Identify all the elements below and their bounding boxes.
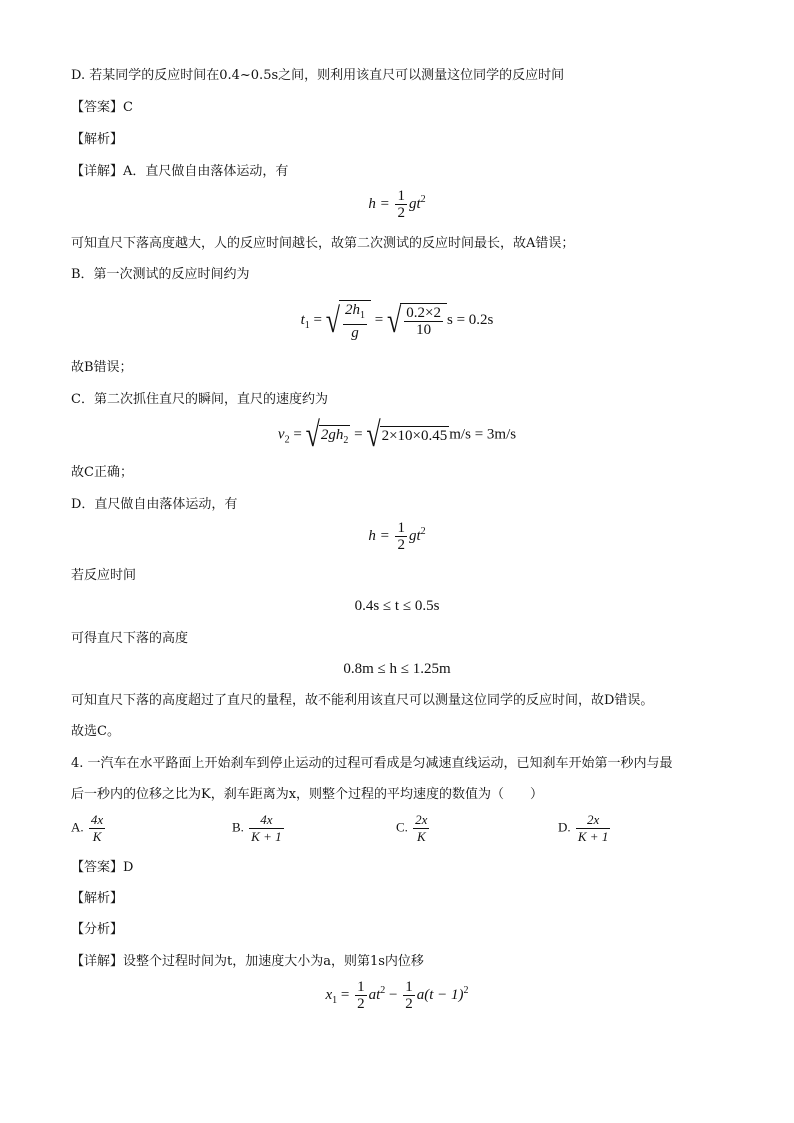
analysis-label: 【解析】 [71,132,124,147]
detail-d: D．直尺做自由落体运动，有 [71,497,238,512]
detail-b-conclusion: 故B错误； [71,360,133,375]
equation-free-fall-1: h = $\frac{1}{2}$ $gt^2$ [368,188,426,221]
detail-a-conclusion: 可知直尺下落高度越大，人的反应时间越长，故第二次测试的反应时间最长，故A错误； [71,236,575,251]
inequality-height: 0.8m ≤ h ≤ 1.25m [343,661,451,677]
inequality-time: 0.4s ≤ t ≤ 0.5s [354,598,440,614]
analysis-label-4: 【解析】 [71,891,124,906]
reasoning-label-4: 【分析】 [71,922,124,937]
detail-a: 【详解】A．直尺做自由落体运动，有 [71,164,289,179]
option-b: B. $\frac{4x}{K + 1}$ [232,812,282,844]
option-c: C. $\frac{2x}{K}$ [396,812,428,844]
answer-label: 【答案】C [71,100,133,115]
equation-free-fall-2: h = $\frac{1}{2}$ $gt^2$ [368,520,426,553]
detail-c-conclusion: 故C正确； [71,465,133,480]
answer-label-4: 【答案】D [71,860,134,875]
question-4-line-1: 4. 一汽车在水平路面上开始刹车到停止运动的过程可看成是匀减速直线运动，已知刹车开始第一秒内与最 [71,756,673,771]
detail-c: C．第二次抓住直尺的瞬间，直尺的速度约为 [71,392,328,407]
detail-d-conclusion: 可知直尺下落的高度超过了直尺的量程，故不能利用该直尺可以测量这位同学的反应时间，故D错误。 [71,693,654,708]
option-d-line: D. 若某同学的反应时间在0.4~0.5s之间，则利用该直尺可以测量这位同学的反应时间 [71,68,565,83]
option-a: A. $\frac{4x}{K}$ [71,812,104,844]
reaction-time-label: 若反应时间 [71,568,137,583]
question-4-line-2: 后一秒内的位移之比为K，刹车距离为x，则整个过程的平均速度的数值为（ ） [71,787,544,802]
option-d: D. $\frac{2x}{K + 1}$ [558,812,609,844]
detail-b: B．第一次测试的反应时间约为 [71,267,250,282]
equation-first-second-displacement: $x_1$ = $\frac{1}{2}$ $at^2$ − $\frac{1}{2}$ $a(t - 1)^2$ [325,979,469,1012]
equation-reaction-time: $t_1$ = √ $\frac{2h_1}{g}$ = √ $\frac{0.2\times 2}{10}$ s = 0.2s [300,300,494,341]
detail-4: 【详解】设整个过程时间为t，加速度大小为a，则第1s内位移 [71,954,424,969]
final-choice: 故选C。 [71,724,120,739]
height-label: 可得直尺下落的高度 [71,631,189,646]
equation-velocity: $v_2 = √2gh_2 = √2\times 10\times 0.45$ m/s = 3m/s [277,414,517,454]
